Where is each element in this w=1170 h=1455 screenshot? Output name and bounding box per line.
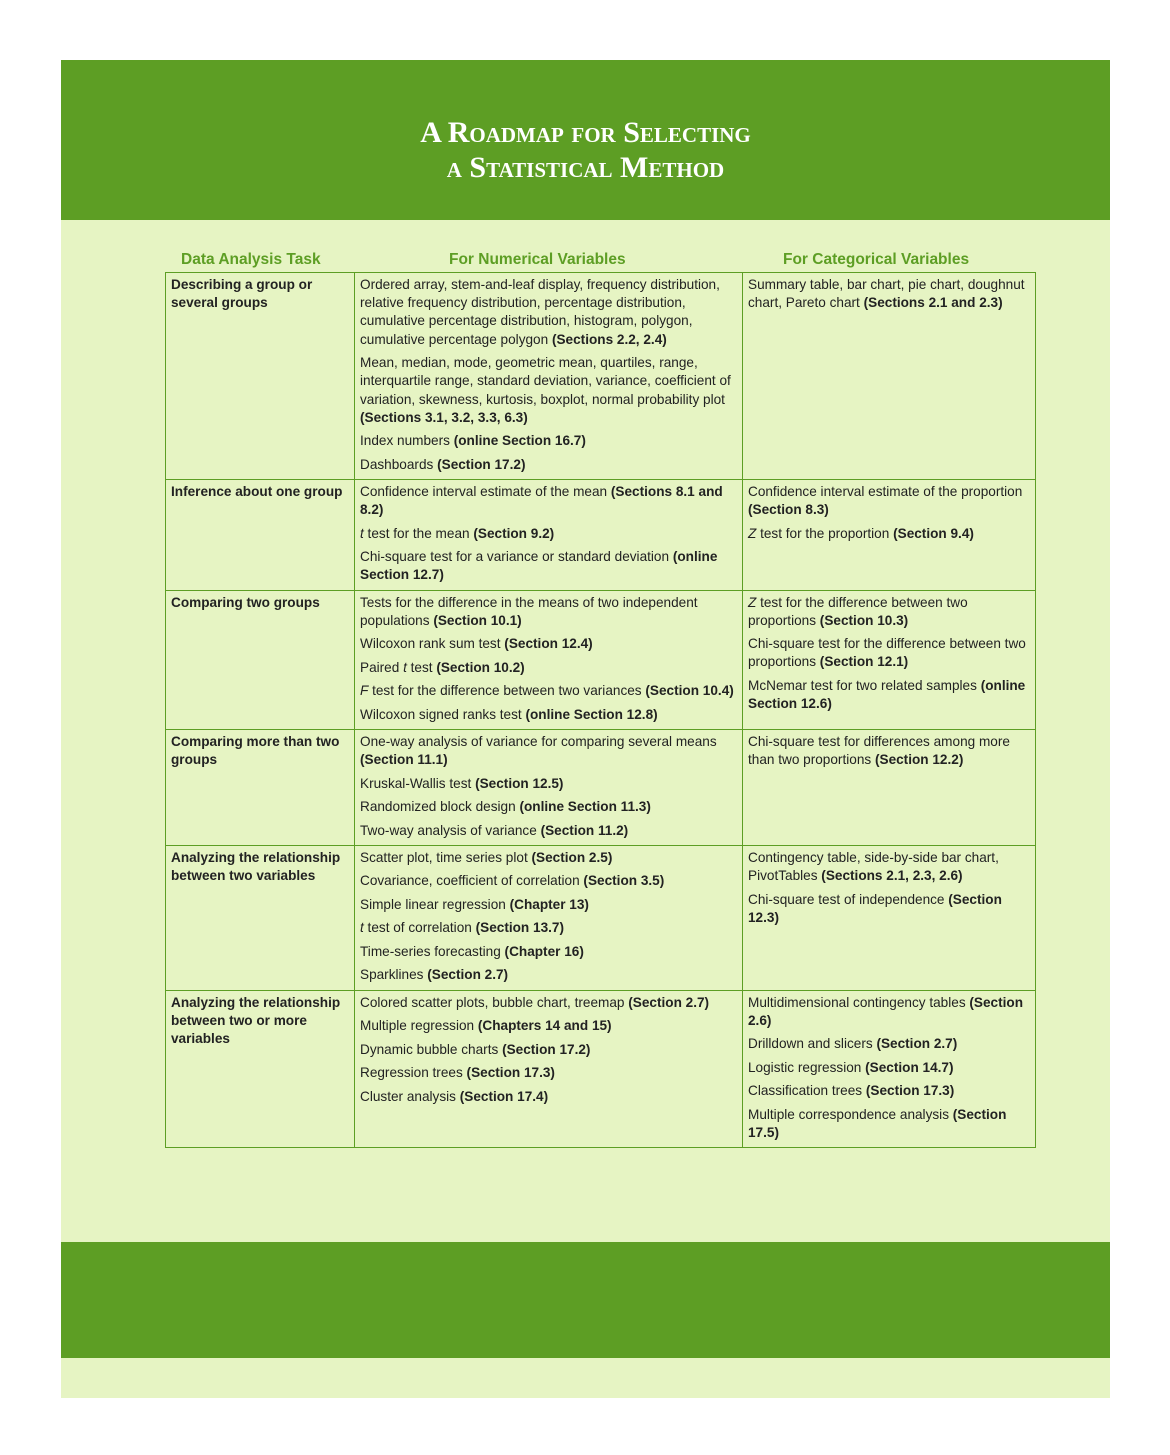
method-text: test of correlation — [363, 920, 472, 936]
numerical-cell — [355, 990, 743, 1148]
categorical-cell — [743, 990, 1036, 1148]
section-reference: (Section 17.3) — [865, 1083, 955, 1099]
section-reference: (Section 3.5) — [583, 873, 665, 889]
task-cell: Inference about one group — [166, 479, 355, 590]
method-entry — [748, 1082, 1030, 1100]
method-entry — [360, 432, 737, 450]
method-text: Tests for the difference in the means of two independent populations — [360, 594, 698, 628]
numerical-cell — [355, 590, 743, 729]
section-reference: (Sections 2.1 and 2.3) — [863, 295, 1003, 311]
task-cell: Comparing more than two groups — [166, 729, 355, 845]
method-entry — [360, 483, 737, 519]
method-text: McNemar test for two related samples — [748, 677, 977, 693]
header-banner — [61, 60, 1110, 220]
section-reference: (Chapter 16) — [504, 943, 584, 959]
method-text: Multidimensional contingency tables — [748, 994, 966, 1010]
method-text: Wilcoxon rank sum test — [360, 636, 501, 652]
task-cell: Describing a group or several groups — [166, 273, 355, 480]
section-reference: (Section 10.3) — [819, 612, 909, 628]
task-cell: Analyzing the relationship between two variables — [166, 845, 355, 990]
method-text: Wilcoxon signed ranks test — [360, 706, 522, 722]
section-reference: (online Section 11.3) — [519, 799, 651, 815]
section-reference: (Section 9.4) — [893, 525, 974, 541]
section-reference: (Section 2.6) — [748, 994, 1024, 1028]
section-reference: (Section 11.2) — [540, 822, 629, 838]
method-entry — [748, 594, 1030, 630]
roadmap-table — [165, 272, 1036, 1148]
table-row — [166, 990, 1036, 1148]
categorical-cell — [743, 729, 1036, 845]
method-text: Time-series forecasting — [360, 943, 501, 959]
section-reference: (Section 2.7) — [427, 967, 509, 983]
method-entry — [360, 994, 737, 1012]
section-reference: (Sections 3.1, 3.2, 3.3, 6.3) — [360, 409, 528, 425]
task-cell: Analyzing the relationship between two or more variables — [166, 990, 355, 1148]
method-entry — [748, 525, 1030, 543]
method-text: Chi-square test for differences among more than two proportions — [748, 733, 1010, 768]
method-text: Regression trees — [360, 1065, 463, 1081]
method-text: Mean, median, mode, geometric mean, quartiles, range, interquartile range, standard deviation, variance, coefficient of variation, skewness, kurtosis, boxplot, normal probability plot — [360, 355, 731, 407]
method-symbol: F — [360, 683, 369, 699]
method-entry — [360, 525, 737, 543]
table-row — [166, 273, 1036, 480]
method-symbol: t — [360, 920, 364, 936]
section-reference: (Section 2.7) — [876, 1036, 958, 1052]
section-reference: (Chapters 14 and 15) — [477, 1018, 612, 1034]
section-reference: (Section 17.2) — [437, 456, 526, 472]
section-reference: (Section 12.2) — [874, 752, 964, 768]
footer-banner — [61, 1242, 1110, 1358]
method-entry — [360, 706, 737, 724]
method-entry — [748, 733, 1030, 769]
method-entry — [360, 276, 737, 349]
section-reference: (Section 17.3) — [466, 1065, 555, 1081]
section-reference: (Sections 2.1, 2.3, 2.6) — [821, 868, 963, 884]
method-text: Contingency table, side-by-side bar chart, PivotTables — [748, 849, 999, 884]
method-entry — [360, 775, 737, 793]
method-entry — [360, 682, 737, 700]
section-reference: (Section 12.4) — [504, 636, 593, 652]
table-row — [166, 845, 1036, 990]
method-entry — [360, 919, 737, 937]
numerical-cell — [355, 845, 743, 990]
method-entry — [360, 822, 737, 840]
method-entry — [748, 1059, 1030, 1077]
method-symbol: Z — [748, 594, 757, 610]
section-reference: (Section 8.3) — [748, 502, 829, 518]
section-reference: (Section 2.5) — [531, 849, 613, 865]
method-entry — [360, 635, 737, 653]
method-text: Drilldown and slicers — [748, 1036, 873, 1052]
section-reference: (online Section 16.7) — [453, 433, 586, 449]
section-reference: (Section 10.1) — [433, 612, 522, 628]
method-entry — [748, 483, 1030, 519]
section-reference: (Section 9.2) — [473, 525, 555, 541]
categorical-cell — [743, 845, 1036, 990]
section-reference: (Section 17.5) — [748, 1106, 1007, 1140]
method-text: Chi-square test of independence — [748, 891, 945, 907]
numerical-cell — [355, 729, 743, 845]
numerical-cell — [355, 273, 743, 480]
section-reference: (Chapter 13) — [509, 896, 589, 912]
method-entry — [360, 1017, 737, 1035]
method-entry — [748, 1035, 1030, 1053]
method-text: test for the difference between two proportions — [748, 594, 968, 628]
method-entry — [360, 659, 737, 677]
method-text: Covariance, coefficient of correlation — [360, 873, 580, 889]
method-text: Simple linear regression — [360, 896, 506, 912]
method-entry — [360, 872, 737, 890]
method-entry — [360, 548, 737, 584]
method-symbol: Z — [748, 525, 757, 541]
numerical-cell — [355, 479, 743, 590]
method-text: test for the mean — [363, 525, 470, 541]
method-entry — [360, 1041, 737, 1059]
method-text: Logistic regression — [748, 1059, 862, 1075]
section-reference: (online Section 12.8) — [525, 706, 658, 722]
method-entry — [748, 635, 1030, 671]
section-reference: (Section 12.1) — [819, 654, 909, 670]
title-line-2: a Statistical Method — [446, 151, 725, 184]
section-reference: (online Section 12.7) — [360, 549, 718, 583]
method-entry — [360, 1064, 737, 1082]
page-title — [61, 115, 1110, 185]
method-entry — [360, 896, 737, 914]
method-text: Confidence interval estimate of the mean — [360, 483, 608, 499]
section-reference: (Section 2.7) — [628, 994, 710, 1010]
categorical-cell — [743, 273, 1036, 480]
method-text: Ordered array, stem-and-leaf display, frequency distribution, relative frequency distribution, percentage distribution, cumulative percentage distribution, histogram, polygon, cumulative percentage polygon — [360, 277, 720, 347]
method-entry — [360, 943, 737, 961]
categorical-cell — [743, 479, 1036, 590]
method-symbol: t — [403, 659, 407, 675]
method-text: Kruskal-Wallis test — [360, 775, 472, 791]
table-row — [166, 590, 1036, 729]
method-text: Cluster analysis — [360, 1088, 456, 1104]
method-text: Colored scatter plots, bubble chart, treemap — [360, 994, 625, 1010]
method-text: test for the difference between two variances — [368, 683, 642, 699]
method-entry — [360, 456, 737, 474]
method-text: Two-way analysis of variance — [360, 822, 537, 838]
method-text: Chi-square test for a variance or standard deviation — [360, 549, 670, 565]
method-symbol: t — [360, 525, 364, 541]
section-reference: (Section 12.5) — [475, 775, 564, 791]
section-reference: (Section 17.4) — [459, 1088, 549, 1104]
method-entry — [360, 798, 737, 816]
method-entry — [360, 1088, 737, 1106]
method-entry — [360, 849, 737, 867]
method-text: Dynamic bubble charts — [360, 1041, 499, 1057]
method-entry — [360, 354, 737, 427]
section-reference: (online Section 12.6) — [748, 677, 1026, 712]
section-reference: (Sections 2.2, 2.4) — [551, 331, 667, 347]
column-header-numerical: For Numerical Variables — [449, 251, 626, 268]
title-line-1: A Roadmap for Selecting — [420, 116, 751, 149]
section-reference: (Section 14.7) — [865, 1059, 954, 1075]
method-text: Sparklines — [360, 967, 424, 983]
method-text: Multiple regression — [360, 1018, 475, 1034]
section-reference: (Section 10.2) — [436, 659, 525, 675]
method-text: Confidence interval estimate of the proportion — [748, 483, 1023, 499]
method-entry — [748, 891, 1030, 927]
method-text: Multiple correspondence analysis — [748, 1106, 949, 1122]
method-text: Classification trees — [748, 1083, 863, 1099]
roadmap-page — [61, 60, 1110, 1398]
method-text: Randomized block design — [360, 799, 516, 815]
section-reference: (Section 11.1) — [360, 752, 448, 768]
table-body — [166, 273, 1036, 1148]
task-cell: Comparing two groups — [166, 590, 355, 729]
categorical-cell — [743, 590, 1036, 729]
method-entry — [360, 966, 737, 984]
method-text: One-way analysis of variance for comparing several means — [360, 733, 717, 749]
section-reference: (Section 17.2) — [502, 1041, 591, 1057]
method-text: Chi-square test for the difference between two proportions — [748, 636, 1026, 670]
method-entry — [748, 1106, 1030, 1142]
method-entry — [360, 733, 737, 769]
method-text: Scatter plot, time series plot — [360, 849, 528, 865]
method-text: Paired — [360, 659, 404, 675]
section-reference: (Section 13.7) — [475, 920, 564, 936]
method-text: Dashboards — [360, 456, 434, 472]
table-row — [166, 479, 1036, 590]
method-entry — [748, 994, 1030, 1030]
method-entry — [748, 849, 1030, 885]
method-text: Summary table, bar chart, pie chart, doughnut chart, Pareto chart — [748, 277, 1025, 311]
section-reference: (Sections 8.1 and 8.2) — [360, 483, 723, 518]
method-text: Index numbers — [360, 433, 450, 449]
method-text: test for the proportion — [756, 525, 890, 541]
method-entry — [360, 594, 737, 630]
column-header-task: Data Analysis Task — [181, 251, 321, 268]
column-header-categorical: For Categorical Variables — [783, 251, 970, 268]
method-text: test — [406, 659, 433, 675]
method-entry — [748, 276, 1030, 312]
section-reference: (Section 10.4) — [645, 683, 734, 699]
table-row — [166, 729, 1036, 845]
section-reference: (Section 12.3) — [748, 891, 1002, 925]
method-entry — [748, 677, 1030, 713]
